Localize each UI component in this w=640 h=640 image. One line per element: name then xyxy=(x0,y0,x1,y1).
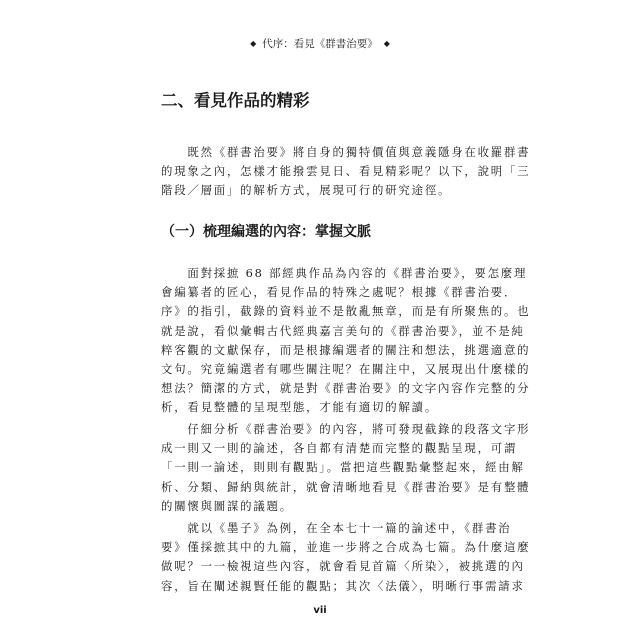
body-paragraph-3: 就以《墨子》為例，在全本七十一篇的論述中，《群書治 要》僅採摭其中的九篇，並進一步將之合成為七篇。為什麼這麼 做呢？一一檢視這些內容，就會看見首篇〈所染〉，被挑選的內 容，旨在闡述親賢任能的觀點；其次〈法儀〉，明晰行事需請求 xyxy=(161,521,531,593)
diamond-ornament-right: ◆ xyxy=(383,39,390,48)
running-header-text: 代序：看見《群書治要》 xyxy=(262,38,378,50)
body-paragraph-2: 仔細分析《群書治要》的內容，將可發現截錄的段落文字形 成一則又一則的論述，各自都有清楚而完整的觀點呈現，可謂 「一則一論述，則則有觀點」。當把這些觀點彙整起來，經由解 析、分類、歸納與統計，就會清晰地看見《群書治要》是有整體 的關懷與圖謀的議題。 xyxy=(161,422,531,513)
body-paragraph-1: 面對採摭 68 部經典作品為內容的《群書治要》，要怎麼理 會編纂者的匠心，看見作品的特殊之處呢？根據《群書治要． 序》的指引，截錄的資料並不是散亂無章，而是有所聚焦的。也 就是說，看似彙輯古代經典嘉言美句的《群書治要》，並不是純 粹客觀的文獻保存，而是根據編選者的關注和想法，挑選適意的 文句。究竟編選者有哪些關注呢？在關注中，又展現出什麼樣的 想法？簡潔的方式，就是對《群書治要》的文字內容作完整的分 析，看見整體的呈現型態，才能有適切的解讀。 xyxy=(161,266,531,415)
diamond-ornament-left: ◆ xyxy=(250,39,257,48)
intro-paragraph: 既然《群書治要》將自身的獨特價值與意義隱身在收羅群書 的現象之內，怎樣才能撥雲見日、看見精彩呢？以下，說明「三 階段／層面」的解析方式，展現可行的研究途徑。 xyxy=(161,145,531,198)
subsection-title: （一）梳理編選的內容：掌握文脈 xyxy=(161,224,371,240)
section-title: 二、看見作品的精彩 xyxy=(161,91,310,110)
page-number: vii xyxy=(313,605,327,616)
running-header xyxy=(0,37,640,51)
